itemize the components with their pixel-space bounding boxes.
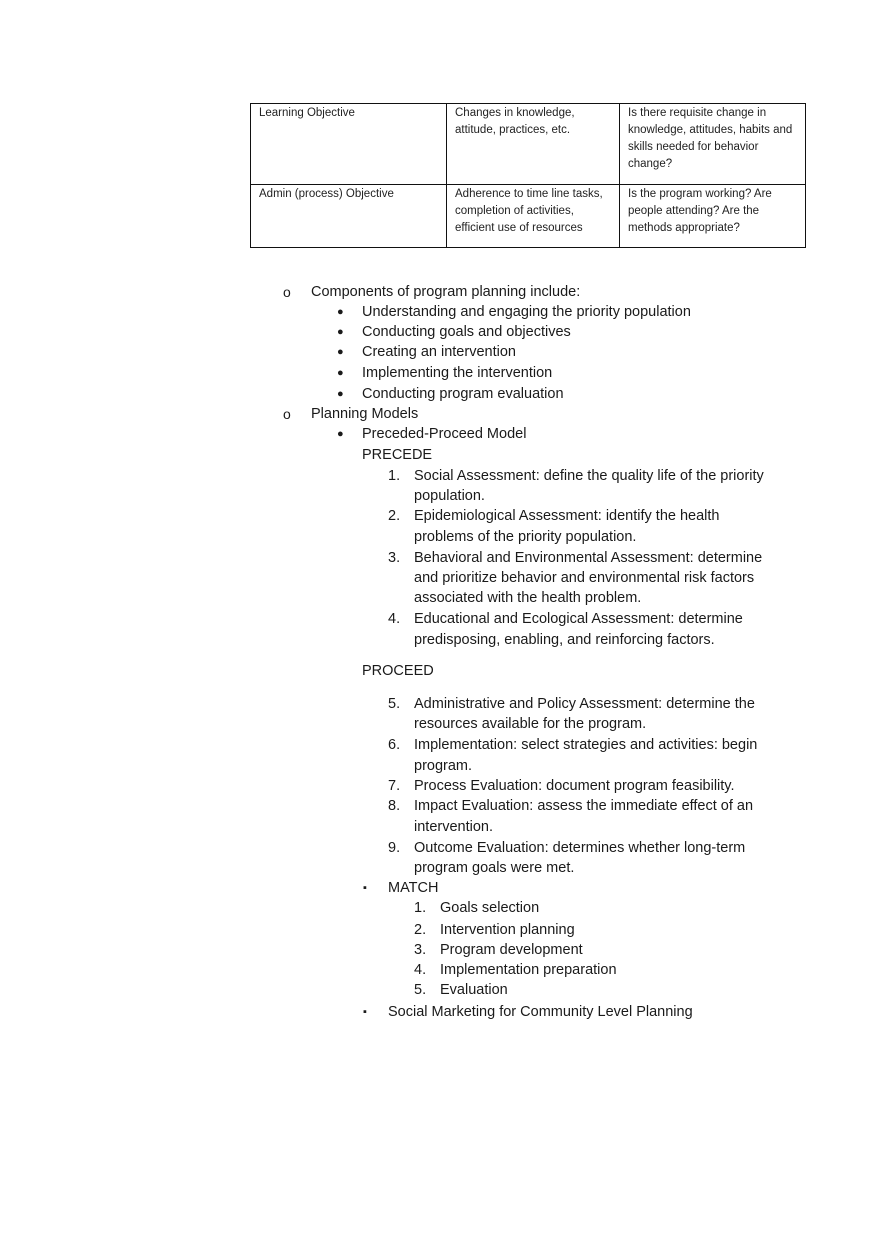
step-text: and prioritize behavior and environmental risk factors bbox=[414, 570, 755, 586]
components-heading: Components of program planning include: bbox=[311, 284, 581, 300]
step-number: 1. bbox=[388, 468, 401, 484]
list-item: Conducting goals and objectives bbox=[362, 324, 571, 340]
step-text: Outcome Evaluation: determines whether long-term bbox=[414, 840, 746, 856]
list-item: Creating an intervention bbox=[362, 344, 516, 360]
step-number: 5. bbox=[414, 982, 427, 998]
step-text: program goals were met. bbox=[414, 860, 575, 876]
table-cell-focus: Adherence to time line tasks, completion of activities, efficient use of resources bbox=[447, 185, 620, 248]
step-number: 3. bbox=[414, 942, 427, 958]
list-item: Implementing the intervention bbox=[362, 365, 553, 381]
step-number: 2. bbox=[414, 922, 427, 938]
list-marker-o: o bbox=[283, 284, 291, 300]
step-number: 1. bbox=[414, 900, 427, 916]
list-marker-o: o bbox=[283, 406, 291, 422]
bullet-icon: ● bbox=[337, 346, 344, 358]
list-item: Understanding and engaging the priority population bbox=[362, 304, 691, 320]
step-text: Impact Evaluation: assess the immediate effect of an bbox=[414, 798, 754, 814]
step-number: 7. bbox=[388, 778, 401, 794]
step-text: Social Assessment: define the quality life of the priority bbox=[414, 468, 764, 484]
planning-models-heading: Planning Models bbox=[311, 406, 419, 422]
list-item: Conducting program evaluation bbox=[362, 386, 564, 402]
step-number: 3. bbox=[388, 550, 401, 566]
step-text: Educational and Ecological Assessment: determine bbox=[414, 611, 743, 627]
step-text: Administrative and Policy Assessment: determine the bbox=[414, 696, 755, 712]
step-text: intervention. bbox=[414, 819, 493, 835]
table-cell-question: Is there requisite change in knowledge, attitudes, habits and skills needed for behavior change? bbox=[620, 104, 806, 185]
bullet-icon: ● bbox=[337, 367, 344, 379]
objectives-table bbox=[250, 103, 806, 248]
step-text: program. bbox=[414, 758, 473, 774]
step-number: 5. bbox=[388, 696, 401, 712]
precede-label: PRECEDE bbox=[362, 447, 433, 463]
match-label: MATCH bbox=[388, 880, 439, 896]
step-text: Goals selection bbox=[440, 900, 540, 916]
table-cell-objective-type: Learning Objective bbox=[251, 104, 447, 185]
bullet-icon: ● bbox=[337, 388, 344, 400]
table-cell-focus: Changes in knowledge, attitude, practices, etc. bbox=[447, 104, 620, 185]
bullet-icon: ● bbox=[337, 306, 344, 318]
step-number: 4. bbox=[414, 962, 427, 978]
step-text: resources available for the program. bbox=[414, 716, 647, 732]
social-marketing-item: Social Marketing for Community Level Planning bbox=[388, 1004, 693, 1020]
step-text: population. bbox=[414, 488, 485, 504]
bullet-icon: ● bbox=[337, 428, 344, 440]
step-text: problems of the priority population. bbox=[414, 529, 637, 545]
table-row bbox=[251, 185, 806, 248]
table-cell-question: Is the program working? Are people attending? Are the methods appropriate? bbox=[620, 185, 806, 248]
step-text: Process Evaluation: document program feasibility. bbox=[414, 778, 735, 794]
square-bullet-icon: ▪ bbox=[363, 882, 367, 894]
square-bullet-icon: ▪ bbox=[363, 1006, 367, 1018]
step-text: Behavioral and Environmental Assessment: determine bbox=[414, 550, 763, 566]
table-row bbox=[251, 104, 806, 185]
step-number: 6. bbox=[388, 737, 401, 753]
step-number: 8. bbox=[388, 798, 401, 814]
bullet-icon: ● bbox=[337, 326, 344, 338]
step-number: 2. bbox=[388, 508, 401, 524]
step-text: Implementation preparation bbox=[440, 962, 617, 978]
model-name: Preceded-Proceed Model bbox=[362, 426, 527, 442]
step-number: 4. bbox=[388, 611, 401, 627]
table-cell-objective-type: Admin (process) Objective bbox=[251, 185, 447, 248]
step-text: Evaluation bbox=[440, 982, 508, 998]
step-text: Program development bbox=[440, 942, 583, 958]
step-text: associated with the health problem. bbox=[414, 590, 642, 606]
step-number: 9. bbox=[388, 840, 401, 856]
step-text: Intervention planning bbox=[440, 922, 575, 938]
proceed-label: PROCEED bbox=[362, 663, 434, 679]
step-text: Implementation: select strategies and activities: begin bbox=[414, 737, 758, 753]
step-text: predisposing, enabling, and reinforcing factors. bbox=[414, 632, 715, 648]
step-text: Epidemiological Assessment: identify the health bbox=[414, 508, 720, 524]
